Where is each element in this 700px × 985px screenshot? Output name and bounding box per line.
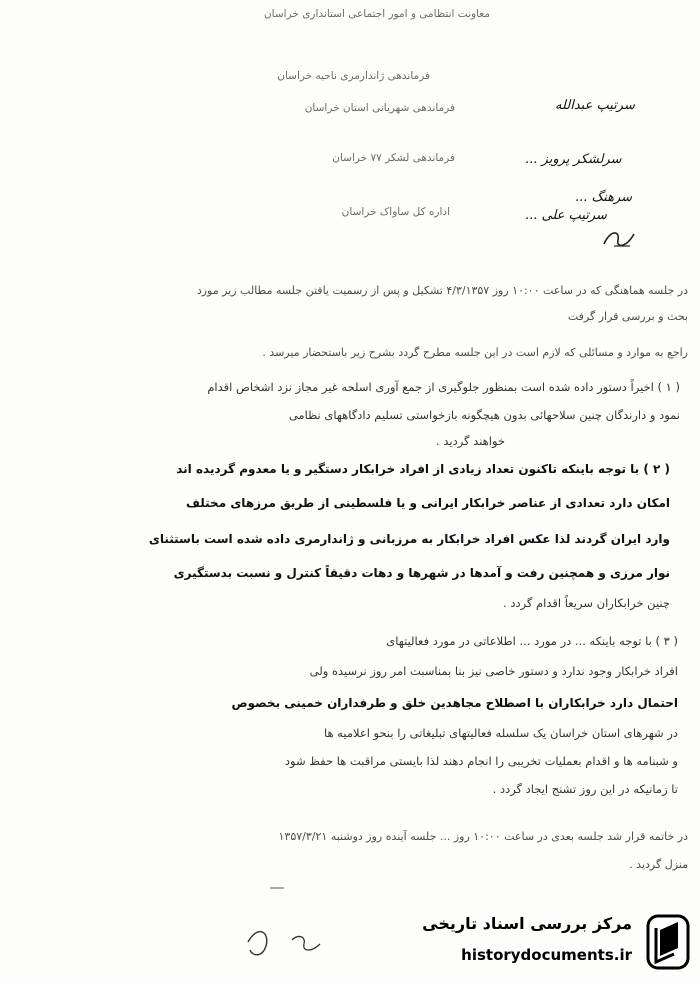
signature-scribble: [600, 226, 640, 252]
intro-line: بحث و بررسی قرار گرفت: [567, 310, 688, 323]
intro-line: در جلسه هماهنگی که در ساعت ۱۰:۰۰ روز ۴/۳/۱۳۵۷ تشکیل و پس از رسمیت یافتن جلسه مطالب زیر مورد: [196, 284, 688, 297]
item-1-line: ( ۱ ) اخیراً دستور داده شده است بمنظور جلوگیری از جمع آوری اسلحه غیر مجاز نزد اشخاص اقدام: [207, 380, 680, 394]
item-3-line: تا زمانیکه در این روز تشنج ایجاد گردد .: [492, 782, 678, 796]
archive-watermark: [422, 906, 698, 978]
item-2-line: نوار مرزی و همچنین رفت و آمدها در شهرها و دهات دقیقاً کنترل و نسبت بدستگیری: [173, 566, 670, 580]
archive-logo-icon: [644, 912, 692, 972]
item-3-line: در شهرهای استان خراسان یک سلسله فعالیتهای تبلیغاتی را بنحو اعلامیه ها: [323, 726, 678, 740]
intro-line: راجع به موارد و مسائلی که لازم است در این جلسه مطرح گردد بشرح زیر باستحضار میرسد .: [262, 346, 688, 359]
item-2-line: ( ۲ ) با توجه باینکه تاکنون تعداد زیادی از افراد خرابکار دستگیر و یا معدوم گردیده اند: [176, 462, 670, 476]
item-3-line: ( ۳ ) با توجه باینکه ... در مورد ... اطلاعاتی در مورد فعالیتهای: [386, 634, 678, 648]
closing-line: در خاتمه قرار شد جلسه بعدی در ساعت ۱۰:۰۰ روز ... جلسه آینده روز دوشنبه ۱۳۵۷/۳/۲۱: [278, 830, 688, 843]
closing-line: منزل گردید .: [629, 858, 688, 871]
recipient-line: فرماندهی ژاندارمری ناحیه خراسان: [277, 70, 430, 82]
item-3-line: احتمال دارد خرابکاران با اصطلاح مجاهدین خلق و طرفداران خمینی بخصوص: [231, 696, 678, 710]
archive-name: مرکز بررسی اسناد تاریخی: [422, 914, 632, 933]
item-3-line: و شبنامه ها و اقدام بعملیات تخریبی را انجام دهند لذا بایستی مراقبت ها حفظ شود: [284, 754, 678, 768]
signature: سرلشکر پرویز ...: [525, 152, 622, 167]
document-header: معاونت انتظامی و امور اجتماعی استانداری خراسان: [263, 8, 490, 20]
recipient-line: فرماندهی لشکر ۷۷ خراسان: [332, 152, 455, 164]
recipient-line: اداره کل ساواک خراسان: [341, 206, 450, 218]
signature: سرتیپ علی ...: [525, 208, 607, 223]
signature: سرهنگ ...: [575, 190, 633, 205]
item-2-line: چنین خرابکاران سریعاً اقدام گردد .: [503, 596, 670, 610]
stamp-marks: [240, 880, 330, 970]
item-3-line: افراد خرابکار وجود ندارد و دستور خاصی نیز بنا بمناسبت امر روز نرسیده ولی: [309, 664, 678, 678]
archive-url: historydocuments.ir: [461, 946, 632, 964]
signature: سرتیپ عبدالله: [555, 98, 635, 113]
recipient-line: فرماندهی شهربانی استان خراسان: [304, 102, 455, 114]
item-2-line: وارد ایران گردند لذا عکس افراد خرابکار به مرزبانی و ژاندارمری داده شده است باستثنای: [148, 532, 670, 546]
item-1-line: نمود و دارندگان چنین سلاحهائی بدون هیچگونه بازخواستی تسلیم دادگاههای نظامی: [288, 408, 680, 422]
item-2-line: امکان دارد تعدادی از عناصر خرابکار ایرانی و یا فلسطینی از طریق مرزهای مختلف: [185, 496, 670, 510]
item-1-line: خواهند گردید .: [436, 434, 505, 448]
